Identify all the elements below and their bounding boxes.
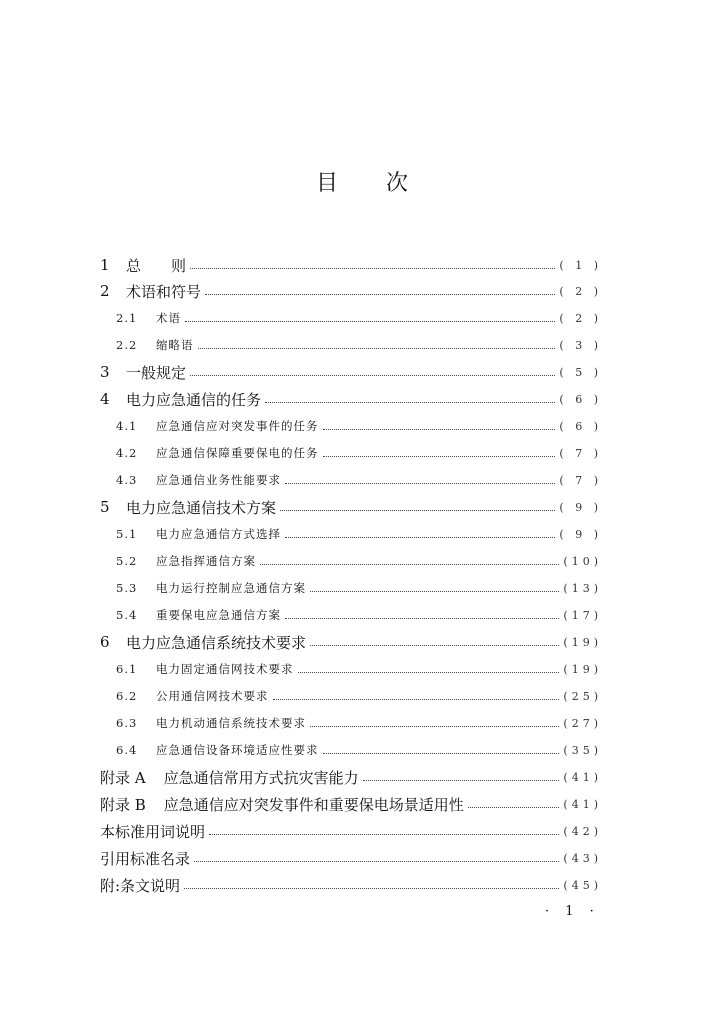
toc-label: 应急通信保障重要保电的任务 <box>156 446 319 460</box>
toc-number: 6.4 <box>116 743 138 757</box>
toc-entry[interactable] <box>100 575 602 601</box>
toc-entry[interactable] <box>100 548 602 574</box>
toc-page: (19) <box>563 635 602 649</box>
toc-number: 6.2 <box>116 689 138 703</box>
toc-label: 公用通信网技术要求 <box>156 689 269 703</box>
toc-label: 应急通信业务性能要求 <box>156 473 281 487</box>
toc-number: 4.1 <box>116 419 138 433</box>
toc-label: 应急指挥通信方案 <box>156 554 256 568</box>
toc-leader <box>205 294 555 295</box>
toc-leader <box>363 780 560 781</box>
toc-label: 电力机动通信系统技术要求 <box>156 716 306 730</box>
toc-label: 电力应急通信方式选择 <box>156 527 281 541</box>
toc-entry[interactable] <box>100 332 602 358</box>
toc-entry[interactable] <box>100 710 602 736</box>
toc-entry[interactable] <box>100 629 602 655</box>
toc-page: (41) <box>563 797 602 811</box>
toc-leader <box>285 537 555 538</box>
toc-entry[interactable] <box>100 359 602 385</box>
toc-label: 应急通信应对突发事件的任务 <box>156 419 319 433</box>
toc-label: 应急通信应对突发事件和重要保电场景适用性 <box>163 795 464 814</box>
toc-entry[interactable] <box>100 386 602 412</box>
toc-leader <box>194 861 559 862</box>
toc-label: 一般规定 <box>126 363 187 382</box>
toc-number: 4.3 <box>116 473 138 487</box>
toc-entry[interactable] <box>100 764 602 790</box>
toc-page: ( 5 ) <box>559 365 602 379</box>
toc-page: (25) <box>563 689 602 703</box>
toc-number: 2.2 <box>116 338 138 352</box>
toc-page: (35) <box>563 743 602 757</box>
toc-entry[interactable] <box>100 494 602 520</box>
toc-leader <box>260 564 559 565</box>
toc-entry[interactable] <box>100 305 602 331</box>
toc-label: 电力固定通信网技术要求 <box>156 662 294 676</box>
toc-page: (10) <box>563 554 602 568</box>
toc-leader <box>190 268 555 269</box>
toc-entry[interactable] <box>100 413 602 439</box>
toc-number: 5.4 <box>116 608 138 622</box>
toc-page: ( 1 ) <box>559 258 602 272</box>
toc-page: (13) <box>563 581 602 595</box>
toc-entry[interactable] <box>100 872 602 898</box>
toc-number: 3 <box>100 363 110 381</box>
toc-page: (41) <box>563 770 602 784</box>
toc-leader <box>185 321 555 322</box>
page-title <box>0 166 724 197</box>
toc-label: 应急通信常用方式抗灾害能力 <box>163 768 359 787</box>
toc-entry[interactable] <box>100 656 602 682</box>
toc-entry[interactable] <box>100 791 602 817</box>
toc-label: 电力应急通信技术方案 <box>126 498 277 517</box>
toc-page: ( 2 ) <box>559 311 602 325</box>
toc-number: 2 <box>100 282 110 300</box>
toc-leader <box>285 618 559 619</box>
toc-label: 术语 <box>156 311 181 325</box>
toc-entry[interactable] <box>100 737 602 763</box>
toc-number: 6 <box>100 633 110 651</box>
toc-entry[interactable] <box>100 845 602 871</box>
toc-label: 缩略语 <box>156 338 194 352</box>
toc-leader <box>323 429 556 430</box>
toc-entry[interactable] <box>100 467 602 493</box>
toc-leader <box>285 483 555 484</box>
page-number: · 1 · <box>545 904 600 919</box>
toc-leader <box>323 753 560 754</box>
toc-leader <box>310 645 559 646</box>
toc-leader <box>198 348 556 349</box>
toc-number: 4.2 <box>116 446 138 460</box>
toc-page: ( 2 ) <box>559 284 602 298</box>
toc-number: 1 <box>100 256 110 274</box>
toc-page: (42) <box>563 824 602 838</box>
toc-number: 5.2 <box>116 554 138 568</box>
toc-entry[interactable] <box>100 683 602 709</box>
toc-page: ( 9 ) <box>559 527 602 541</box>
toc-leader <box>273 699 560 700</box>
toc-label: 应急通信设备环境适应性要求 <box>156 743 319 757</box>
toc-page: ( 3 ) <box>559 338 602 352</box>
toc-entry[interactable] <box>100 278 602 304</box>
toc-number: 5.1 <box>116 527 138 541</box>
toc-number: 2.1 <box>116 311 138 325</box>
toc-number: 5.3 <box>116 581 138 595</box>
toc-number: 附录 B <box>100 795 146 814</box>
toc-entry[interactable] <box>100 440 602 466</box>
toc-page: (19) <box>563 662 602 676</box>
toc-number: 附录 A <box>100 768 146 787</box>
toc-page: (45) <box>563 878 602 892</box>
toc-label: 重要保电应急通信方案 <box>156 608 281 622</box>
toc-number: 5 <box>100 498 110 516</box>
toc-page: (27) <box>563 716 602 730</box>
toc-page: ( 6 ) <box>559 392 602 406</box>
toc-page: ( 7 ) <box>559 473 602 487</box>
toc-leader <box>298 672 560 673</box>
toc-label: 术语和符号 <box>126 282 202 301</box>
toc-label: 电力运行控制应急通信方案 <box>156 581 306 595</box>
toc-entry[interactable] <box>100 818 602 844</box>
toc-leader <box>209 834 559 835</box>
toc-entry[interactable] <box>100 252 602 278</box>
title-char-2: 次 <box>386 171 409 196</box>
toc-leader <box>323 456 556 457</box>
toc-page: ( 6 ) <box>559 419 602 433</box>
toc-page: ( 9 ) <box>559 500 602 514</box>
toc-label: 附:条文说明 <box>100 876 181 895</box>
toc-label: 电力应急通信系统技术要求 <box>126 633 307 652</box>
toc-leader <box>184 888 559 889</box>
toc-number: 6.1 <box>116 662 138 676</box>
toc-page: (17) <box>563 608 602 622</box>
toc-label: 本标准用词说明 <box>100 822 206 841</box>
toc-leader <box>468 807 560 808</box>
toc-number: 4 <box>100 390 110 408</box>
toc-number: 6.3 <box>116 716 138 730</box>
toc-page: ( 7 ) <box>559 446 602 460</box>
toc-entry[interactable] <box>100 521 602 547</box>
toc-leader <box>310 726 559 727</box>
toc-leader <box>310 591 559 592</box>
toc-entry[interactable] <box>100 602 602 628</box>
toc-leader <box>190 375 555 376</box>
toc-label: 引用标准名录 <box>100 849 191 868</box>
title-char-1: 目 <box>315 171 338 196</box>
toc-label: 电力应急通信的任务 <box>126 390 262 409</box>
toc-page: (43) <box>563 851 602 865</box>
toc-label: 总 则 <box>126 256 187 275</box>
toc-leader <box>265 402 555 403</box>
toc-leader <box>280 510 555 511</box>
